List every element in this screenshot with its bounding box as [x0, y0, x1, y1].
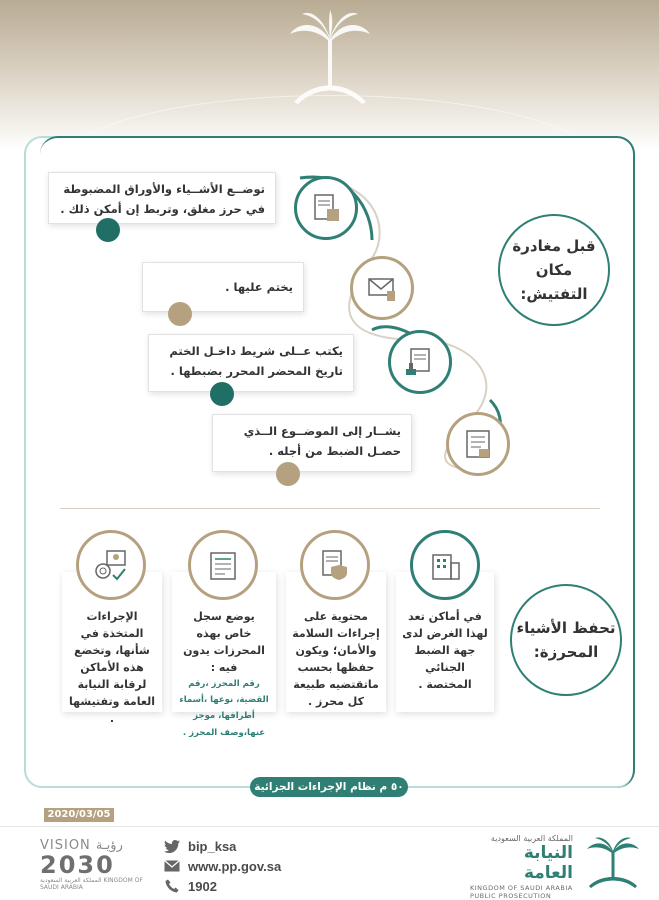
website-url: www.pp.gov.sa	[188, 858, 282, 874]
storage-icon-1	[410, 530, 480, 600]
org-name-en: PUBLIC PROSECUTION	[470, 891, 552, 900]
step-card-1	[48, 172, 276, 224]
twitter-icon	[164, 839, 180, 853]
storage-text-1: في أماكن تعد لهذا الغرض لدى جهة الضبط الجنائي المختصة .	[402, 610, 488, 692]
vision-country: المملكة العربية السعودية KINGDOM OF SAUDI ARABIA	[40, 877, 143, 891]
shield-document-icon	[317, 547, 353, 583]
footer-rule	[0, 826, 659, 827]
document-seal-icon	[309, 191, 343, 225]
twitter-handle: bip_ksa	[188, 838, 237, 854]
storage-text-3: يوضع سجل خاص بهذه المحرزات يدون فيه :	[183, 610, 265, 675]
step-icon-4	[446, 412, 510, 476]
section1-title	[498, 214, 610, 326]
step-dot-2	[168, 302, 192, 326]
org-country-en: KINGDOM OF SAUDI ARABIA	[470, 883, 573, 892]
storage-icon-4	[76, 530, 146, 600]
step-2-text: يختم عليها .	[225, 280, 293, 294]
storage-text-2: محتوية على إجراءات السلامة والأمان؛ ويكون حفظها بحسب ماتقتضيه طبيعة كل محرز .	[292, 610, 380, 709]
register-fields-note: رقم المحرز ،رقم القضية، نوعها ،أسماء أطرافها، موجز عنها،وصف المحرز .	[179, 679, 269, 738]
phone-contact[interactable]	[164, 876, 324, 896]
step-dot-1	[96, 218, 120, 242]
step-icon-2	[350, 256, 414, 320]
storage-icon-2	[300, 530, 370, 600]
legal-reference: ٥٠ م نظام الإجراءات الجزائية	[250, 777, 408, 797]
vision-2030-logo	[40, 838, 150, 891]
phone-icon	[164, 879, 180, 893]
step-icon-1	[294, 176, 358, 240]
palm-swords-emblem-icon	[585, 836, 641, 892]
envelope-stamp-icon	[365, 271, 399, 305]
contact-list	[164, 836, 324, 896]
twitter-contact[interactable]	[164, 836, 324, 856]
step-card-3	[148, 334, 354, 392]
vision-year: 2030	[40, 851, 115, 879]
fingerprint-check-icon	[93, 547, 129, 583]
building-icon	[427, 547, 463, 583]
notepad-icon	[461, 427, 495, 461]
step-card-4	[212, 414, 412, 472]
register-icon	[205, 547, 241, 583]
section2-title	[510, 584, 622, 696]
storage-icon-3	[188, 530, 258, 600]
org-text	[470, 834, 573, 900]
org-country-ar: المملكة العربية السعودية	[490, 834, 573, 843]
org-name-ar: النيابة العامة	[523, 843, 573, 884]
step-3-text: يكتب عــلى شريط داخـل الختم تاريخ المحضر المحرر بضبطها .	[169, 344, 343, 379]
phone-number: 1902	[188, 878, 217, 894]
section2-title-text: تحفظ الأشياء المحرزة:	[516, 619, 616, 661]
website-contact[interactable]	[164, 856, 324, 876]
step-dot-3	[210, 382, 234, 406]
vision-label: VISION رؤيـة	[40, 838, 123, 853]
storage-text-4: الإجراءات المتخذة في شأنها، وتخضع هذه الأماكن لرقابة النيابة العامة وتفتيشها .	[68, 610, 155, 726]
publish-date: 2020/03/05	[44, 808, 114, 822]
public-prosecution-logo	[470, 834, 645, 900]
step-dot-4	[276, 462, 300, 486]
step-icon-3	[388, 330, 452, 394]
step-1-text: توضــع الأشــياء والأوراق المضبوطة في حرز مغلق، وتربط إن أمكن ذلك .	[60, 182, 265, 217]
step-4-text: يشــار إلى الموضــوع الــذي حصـل الضبط من أجله .	[243, 424, 401, 459]
stamp-document-icon	[403, 345, 437, 379]
step-card-2	[142, 262, 304, 312]
section1-title-text: قبل مغادرة مكان التفتيش:	[512, 237, 596, 303]
envelope-icon	[164, 859, 180, 873]
section-divider	[60, 508, 600, 509]
